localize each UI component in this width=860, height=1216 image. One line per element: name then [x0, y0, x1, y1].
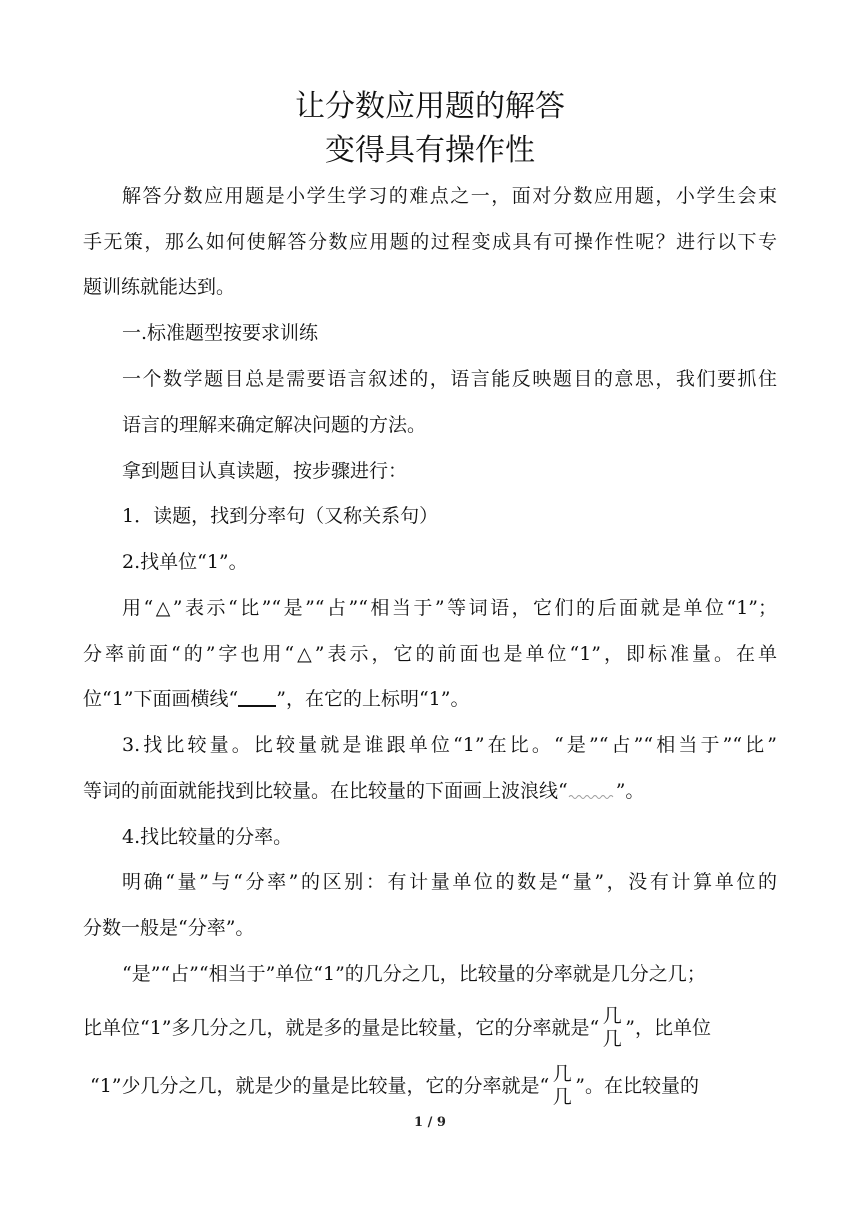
fraction-line-2-end: ”，比单位 — [625, 1017, 711, 1039]
paragraph-intro-line-3: 题训练就能达到。 — [83, 276, 236, 298]
paragraph-intro-line-2: 手无策，那么如何使解答分数应用题的过程变成具有可操作性呢？进行以下专 — [83, 231, 777, 253]
section-heading: 一.标准题型按要求训练 — [122, 322, 319, 344]
unit-line-3-start: 位“1”下面画横线“ — [83, 688, 239, 710]
step-3-line-2 — [83, 776, 777, 806]
paragraph-quantity-line-1: 明确“量”与“分率”的区别：有计量单位的数是“量”，没有计算单位的 — [122, 871, 777, 893]
title-line-1: 让分数应用题的解答 — [295, 89, 565, 124]
fraction-numerator: 几 — [599, 1005, 625, 1028]
paragraph-language-line-2: 语言的理解来确定解决问题的方法。 — [122, 414, 427, 436]
wavy-line-mark — [568, 787, 616, 801]
step-3-line-2-end: ”。 — [615, 780, 645, 802]
paragraph-fraction-line-3 — [90, 1063, 777, 1109]
fraction-placeholder — [599, 1005, 625, 1050]
paragraph-fraction-line-1: “是”“占”“相当于”单位“1”的几分之几，比较量的分率就是几分之几； — [122, 963, 706, 985]
fraction-denominator-2: 几 — [552, 1085, 572, 1108]
fraction-numerator-2: 几 — [549, 1063, 575, 1086]
fraction-denominator: 几 — [602, 1027, 622, 1050]
paragraph-intro-line-1: 解答分数应用题是小学生学习的难点之一，面对分数应用题，小学生会束 — [122, 185, 777, 207]
paragraph-steps-intro: 拿到题目认真读题，按步骤进行： — [122, 460, 408, 482]
paragraph-fraction-line-2 — [83, 1005, 777, 1051]
fraction-placeholder-2 — [549, 1063, 575, 1108]
paragraph-unit-line-2: 分率前面“的”字也用“△”表示，它的前面也是单位“1”，即标准量。在单 — [83, 643, 777, 665]
page-number: 1 / 9 — [414, 1115, 446, 1130]
step-2: 2.找单位“1”。 — [122, 551, 248, 573]
step-3-line-1: 3.找比较量。比较量就是谁跟单位“1”在比。“是”“占”“相当于”“比” — [122, 734, 777, 756]
underline-mark — [238, 685, 276, 707]
fraction-line-3-end: ”。在比较量的 — [575, 1075, 699, 1097]
step-4: 4.找比较量的分率。 — [122, 826, 293, 848]
title-line-2: 变得具有操作性 — [325, 133, 535, 168]
paragraph-quantity-line-2: 分数一般是“分率”。 — [83, 917, 255, 939]
fraction-line-3-start: “1”少几分之几，就是少的量是比较量，它的分率就是“ — [90, 1075, 550, 1097]
step-3-line-2-start: 等词的前面就能找到比较量。在比较量的下面画上波浪线“ — [83, 780, 568, 802]
paragraph-unit-line-1: 用“△”表示“比”“是”“占”“相当于”等词语，它们的后面就是单位“1”； — [122, 597, 777, 619]
unit-line-3-end: ”，在它的上标明“1”。 — [276, 688, 470, 710]
paragraph-unit-line-3 — [83, 684, 777, 714]
fraction-line-2-start: 比单位“1”多几分之几，就是多的量是比较量，它的分率就是“ — [83, 1017, 600, 1039]
paragraph-language-line-1: 一个数学题目总是需要语言叙述的，语言能反映题目的意思，我们要抓住 — [122, 368, 777, 390]
step-1: 1．读题，找到分率句（又称关系句） — [122, 505, 439, 527]
